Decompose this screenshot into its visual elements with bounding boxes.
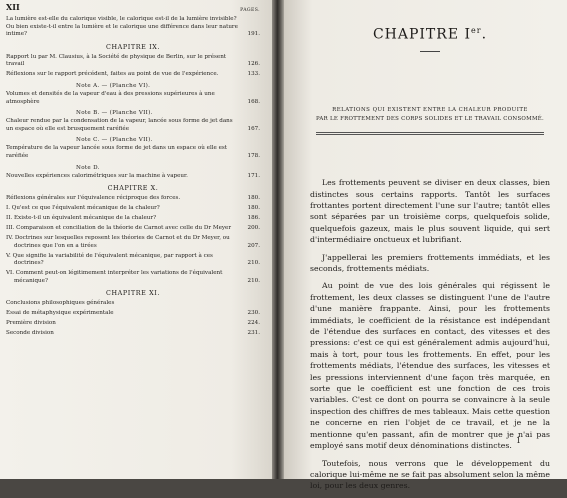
subtitle-line-2: PAR LE FROTTEMENT DES CORPS SOLIDES ET LE TRAVAIL CONSOMMÉ.: [315, 115, 545, 122]
toc-entry: [6, 54, 260, 69]
toc-chapter-heading: CHAPITRE IX.: [106, 42, 160, 51]
toc-entry: [6, 118, 260, 133]
pages-column-header: PAGES.: [240, 8, 260, 13]
toc-entry-title: I. Qu'est ce que l'équivalent mécanique de la chaleur?: [6, 205, 160, 212]
left-page-table-of-contents: [0, 0, 272, 479]
toc-entry: [6, 205, 260, 213]
toc-entry-page: 126.: [247, 61, 260, 68]
toc-entry: [6, 16, 260, 39]
toc-note-heading: Note B. — (Planche VII).: [76, 110, 153, 117]
page-number: XII: [6, 2, 20, 12]
chapter-title-period: .: [481, 26, 488, 43]
toc-entry-title: III. Comparaison et conciliation de la théorie de Carnot avec celle du Dr Meyer: [6, 225, 232, 232]
toc-entry-title: Conclusions philosophiques générales: [6, 300, 115, 307]
toc-entry: [6, 215, 260, 223]
body-paragraph: Toutefois, nous verrons que le développement du calorique lui-même ne se fait pas absolument selon la même loi, pour les deux genres.: [310, 458, 550, 491]
body-paragraph: Au point de vue des lois générales qui régissent le frottement, les deux classes se distinguent l'une de l'autre d'une manière frappante. Ainsi, pour les frottements immédiats, le coefficient de la résistance est indépendant de l'étendue des surfaces en contact, des vitesses et des pressions: c'est ce qui est généralement admis aujourd'hui, mais à tort, pour tous les frottements. En effet, pour les frottements médiats, l'étendue des surfaces, les vitesses et les pressions interviennent d'une façon très marquée, en sorte que le coefficient est une fonction de ces trois variables. C'est ce dont on pourra se convaincre à la seule inspection des chiffres de mes tableaux. Mais cette question ne concerne en rien l'objet de ce travail, et je ne la mentionne qu'en passant, afin de montrer que je n'ai pas employé sans motif deux dénominations distinctes.: [310, 281, 550, 451]
subtitle-line-1: RELATIONS QUI EXISTENT ENTRE LA CHALEUR PRODUITE: [332, 106, 528, 113]
toc-entry-page: 178.: [247, 152, 260, 159]
title-divider: [420, 51, 440, 52]
toc-entry-title: Volumes et densités de la vapeur d'eau à des pressions supérieures à une atmosphère: [6, 90, 215, 105]
toc-entry-page: 186.: [247, 215, 260, 222]
toc-entry-page: 207.: [247, 242, 260, 249]
toc-entry: [6, 300, 260, 308]
toc-entry-title: Réflexions sur le rapport précédent, faites au point de vue de l'expérience.: [6, 71, 219, 78]
toc-entry-title: Essai de métaphysique expérimentale: [6, 310, 114, 317]
toc-entry-page: 191.: [247, 31, 260, 38]
toc-note-heading: Note A. — (Planche VI).: [76, 82, 151, 89]
toc-entry-page: 168.: [247, 98, 260, 105]
toc-chapter-heading: CHAPITRE XI.: [106, 289, 160, 298]
toc-entry-title: Rapport lu par M. Clausius, à la Société de physique de Berlin, sur le présent travail: [6, 53, 227, 68]
toc-entry-page: 180.: [247, 195, 260, 202]
toc-entry: [6, 225, 260, 233]
toc-note-heading: Note C. — (Planche VII).: [76, 137, 153, 144]
toc-entry-title: La lumière est-elle du calorique visible, le calorique est-il de la lumière invisible? Ou bien existe-t-il entre la lumière et le calorique une différence dans leur nature intime?: [6, 16, 238, 38]
toc-entry: [6, 270, 260, 285]
right-page-content: [310, 26, 550, 498]
toc-entry: [6, 330, 260, 338]
toc-entry: [6, 71, 260, 79]
right-page-chapter-opening: [284, 0, 567, 491]
toc-entry-title: Température de la vapeur lancée sous forme de jet dans un espace où elle est raréfiée: [6, 145, 228, 159]
toc-entry: [6, 253, 260, 268]
chapter-subtitle: [310, 106, 550, 124]
table-of-contents: [6, 16, 260, 340]
chapter-title-suffix: er: [471, 26, 482, 35]
body-paragraph: Les frottements peuvent se diviser en deux classes, bien distinctes sous certains rapports. Tantôt les surfaces frottantes portent directement l'une sur l'autre; tantôt elles sont séparées par un troisième corps, quelquefois solide, quelquefois gazeux, mais le plus souvent liquide, qui sert d'intermédiaire onctueux et lubrifiant.: [310, 178, 550, 245]
toc-entry-title: IV. Doctrines sur lesquelles reposent les théories de Carnot et du Dr Meyer, ou doctrines que l'on en a tirées: [6, 235, 230, 249]
toc-entry-title: Chaleur rendue par la condensation de la vapeur, lancée sous forme de jet dans un espace où elle est brusquement raréfiée: [6, 118, 233, 132]
toc-entry-page: 224.: [247, 320, 260, 327]
chapter-body-text: [310, 177, 550, 492]
toc-entry-title: II. Existe-t-il un équivalent mécanique de la chaleur?: [6, 215, 157, 222]
toc-entry: [6, 235, 260, 250]
toc-chapter-heading: CHAPITRE X.: [107, 184, 159, 193]
subtitle-double-rule: [316, 132, 544, 136]
toc-entry-title: Nouvelles expériences calorimétriques sur la machine à vapeur.: [6, 172, 188, 179]
chapter-title: [310, 26, 550, 43]
toc-entry-title: VI. Comment peut-on légitimement interpréter les variations de l'équivalent mécanique?: [6, 270, 223, 284]
toc-entry-page: 180.: [247, 205, 260, 212]
toc-entry: [6, 173, 260, 181]
toc-entry-title: Réflexions générales sur l'équivalence réciproque des forces.: [6, 195, 181, 202]
book-gutter: [272, 0, 284, 479]
toc-entry-page: 230.: [247, 310, 260, 317]
toc-entry-page: 231.: [247, 330, 260, 337]
toc-entry-page: 210.: [247, 277, 260, 284]
toc-entry-page: 171.: [247, 172, 260, 179]
toc-entry-title: Première division: [6, 320, 56, 327]
toc-entry-title: Seconde division: [6, 330, 54, 337]
toc-entry-page: 210.: [247, 260, 260, 267]
body-paragraph: J'appellerai les premiers frottements immédiats, et les seconds, frottements médiats.: [310, 252, 550, 273]
toc-entry: [6, 145, 260, 160]
toc-entry: [6, 195, 260, 203]
toc-entry-page: 133.: [247, 71, 260, 78]
toc-entry-page: 200.: [247, 225, 260, 232]
toc-note-heading: Note D.: [76, 164, 100, 171]
chapter-title-main: CHAPITRE I: [372, 26, 472, 43]
toc-entry-page: 167.: [247, 125, 260, 132]
toc-entry: [6, 310, 260, 318]
toc-entry: [6, 91, 260, 106]
toc-entry-title: V. Que signifie la variabilité de l'équivalent mécanique, par rapport à ces doctrines?: [6, 252, 213, 267]
toc-entry: [6, 320, 260, 328]
signature-mark: 1: [516, 436, 522, 445]
